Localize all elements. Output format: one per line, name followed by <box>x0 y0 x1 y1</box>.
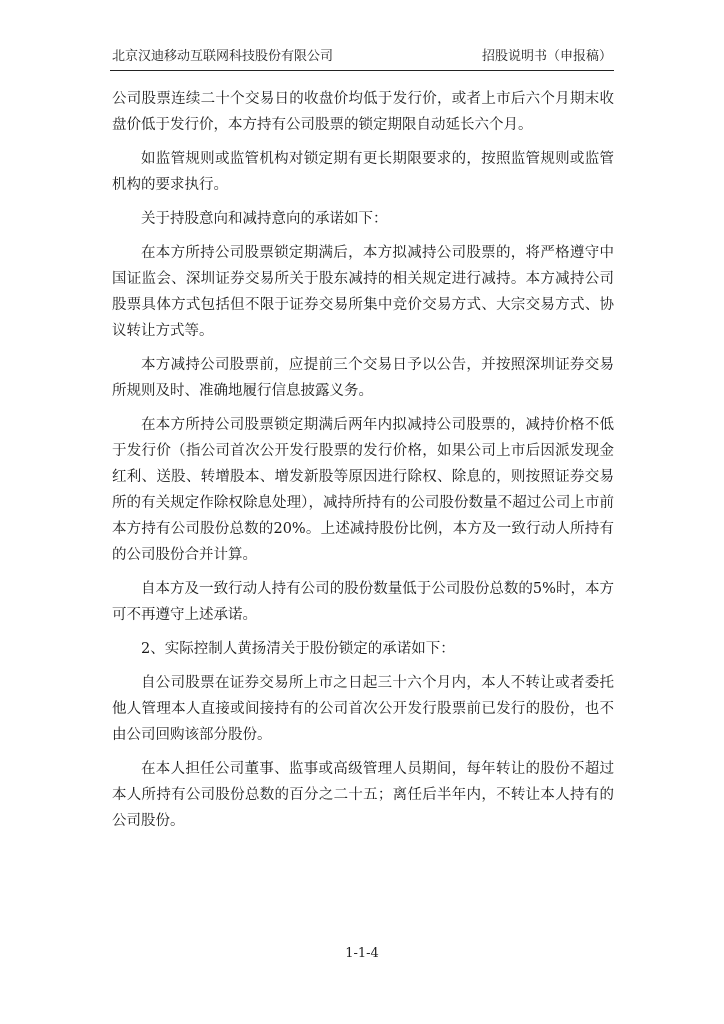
paragraph: 在本方所持公司股票锁定期满后，本方拟减持公司股票的，将严格遵守中国证监会、深圳证券交易所关于股东减持的相关规定进行减持。本方减持公司股票具体方式包括但不限于证券交易所集中竞价交易方式、大宗交易方式、协议转让方式等。 <box>112 245 614 339</box>
header-document-type: 招股说明书（申报稿） <box>481 49 612 64</box>
paragraph: 在本方所持公司股票锁定期满后两年内拟减持公司股票的，减持价格不低于发行价（指公司首次公开发行股票的发行价格，如果公司上市后因派发现金红利、送股、转增股本、增发新股等原因进行除权、除息的，则按照证券交易所的有关规定作除权除息处理），减持所持有的公司股份数量不超过公司上市前本方持有公司股份总数的20%。上述减持股份比例，本方及一致行动人所持有的公司股份合并计算。 <box>112 417 614 563</box>
paragraph: 本方减持公司股票前，应提前三个交易日予以公告，并按照深圳证券交易所规则及时、准确地履行信息披露义务。 <box>112 357 614 399</box>
paragraph-continuation: 公司股票连续二十个交易日的收盘价均低于发行价，或者上市后六个月期末收盘价低于发行价，本方持有公司股票的锁定期限自动延长六个月。 <box>112 91 614 133</box>
page-number: 1-1-4 <box>345 946 379 961</box>
document-body <box>112 86 614 842</box>
paragraph: 自公司股票在证券交易所上市之日起三十六个月内，本人不转让或者委托他人管理本人直接或间接持有的公司首次公开发行股票前已发行的股份，也不由公司回购该部分股份。 <box>112 675 614 743</box>
header-company-name: 北京汉迪移动互联网科技股份有限公司 <box>112 49 334 64</box>
paragraph: 在本人担任公司董事、监事或高级管理人员期间，每年转让的股份不超过本人所持有公司股份总数的百分之二十五；离任后半年内，不转让本人持有的公司股份。 <box>112 761 614 829</box>
paragraph: 自本方及一致行动人持有公司的股份数量低于公司股份总数的5%时，本方可不再遵守上述承诺。 <box>112 581 614 623</box>
paragraph: 如监管规则或监管机构对锁定期有更长期限要求的，按照监管规则或监管机构的要求执行。 <box>112 151 614 193</box>
running-header <box>110 48 614 71</box>
paragraph: 关于持股意向和减持意向的承诺如下： <box>141 211 388 227</box>
section-heading: 2、实际控制人黄扬清关于股份锁定的承诺如下： <box>141 641 455 657</box>
